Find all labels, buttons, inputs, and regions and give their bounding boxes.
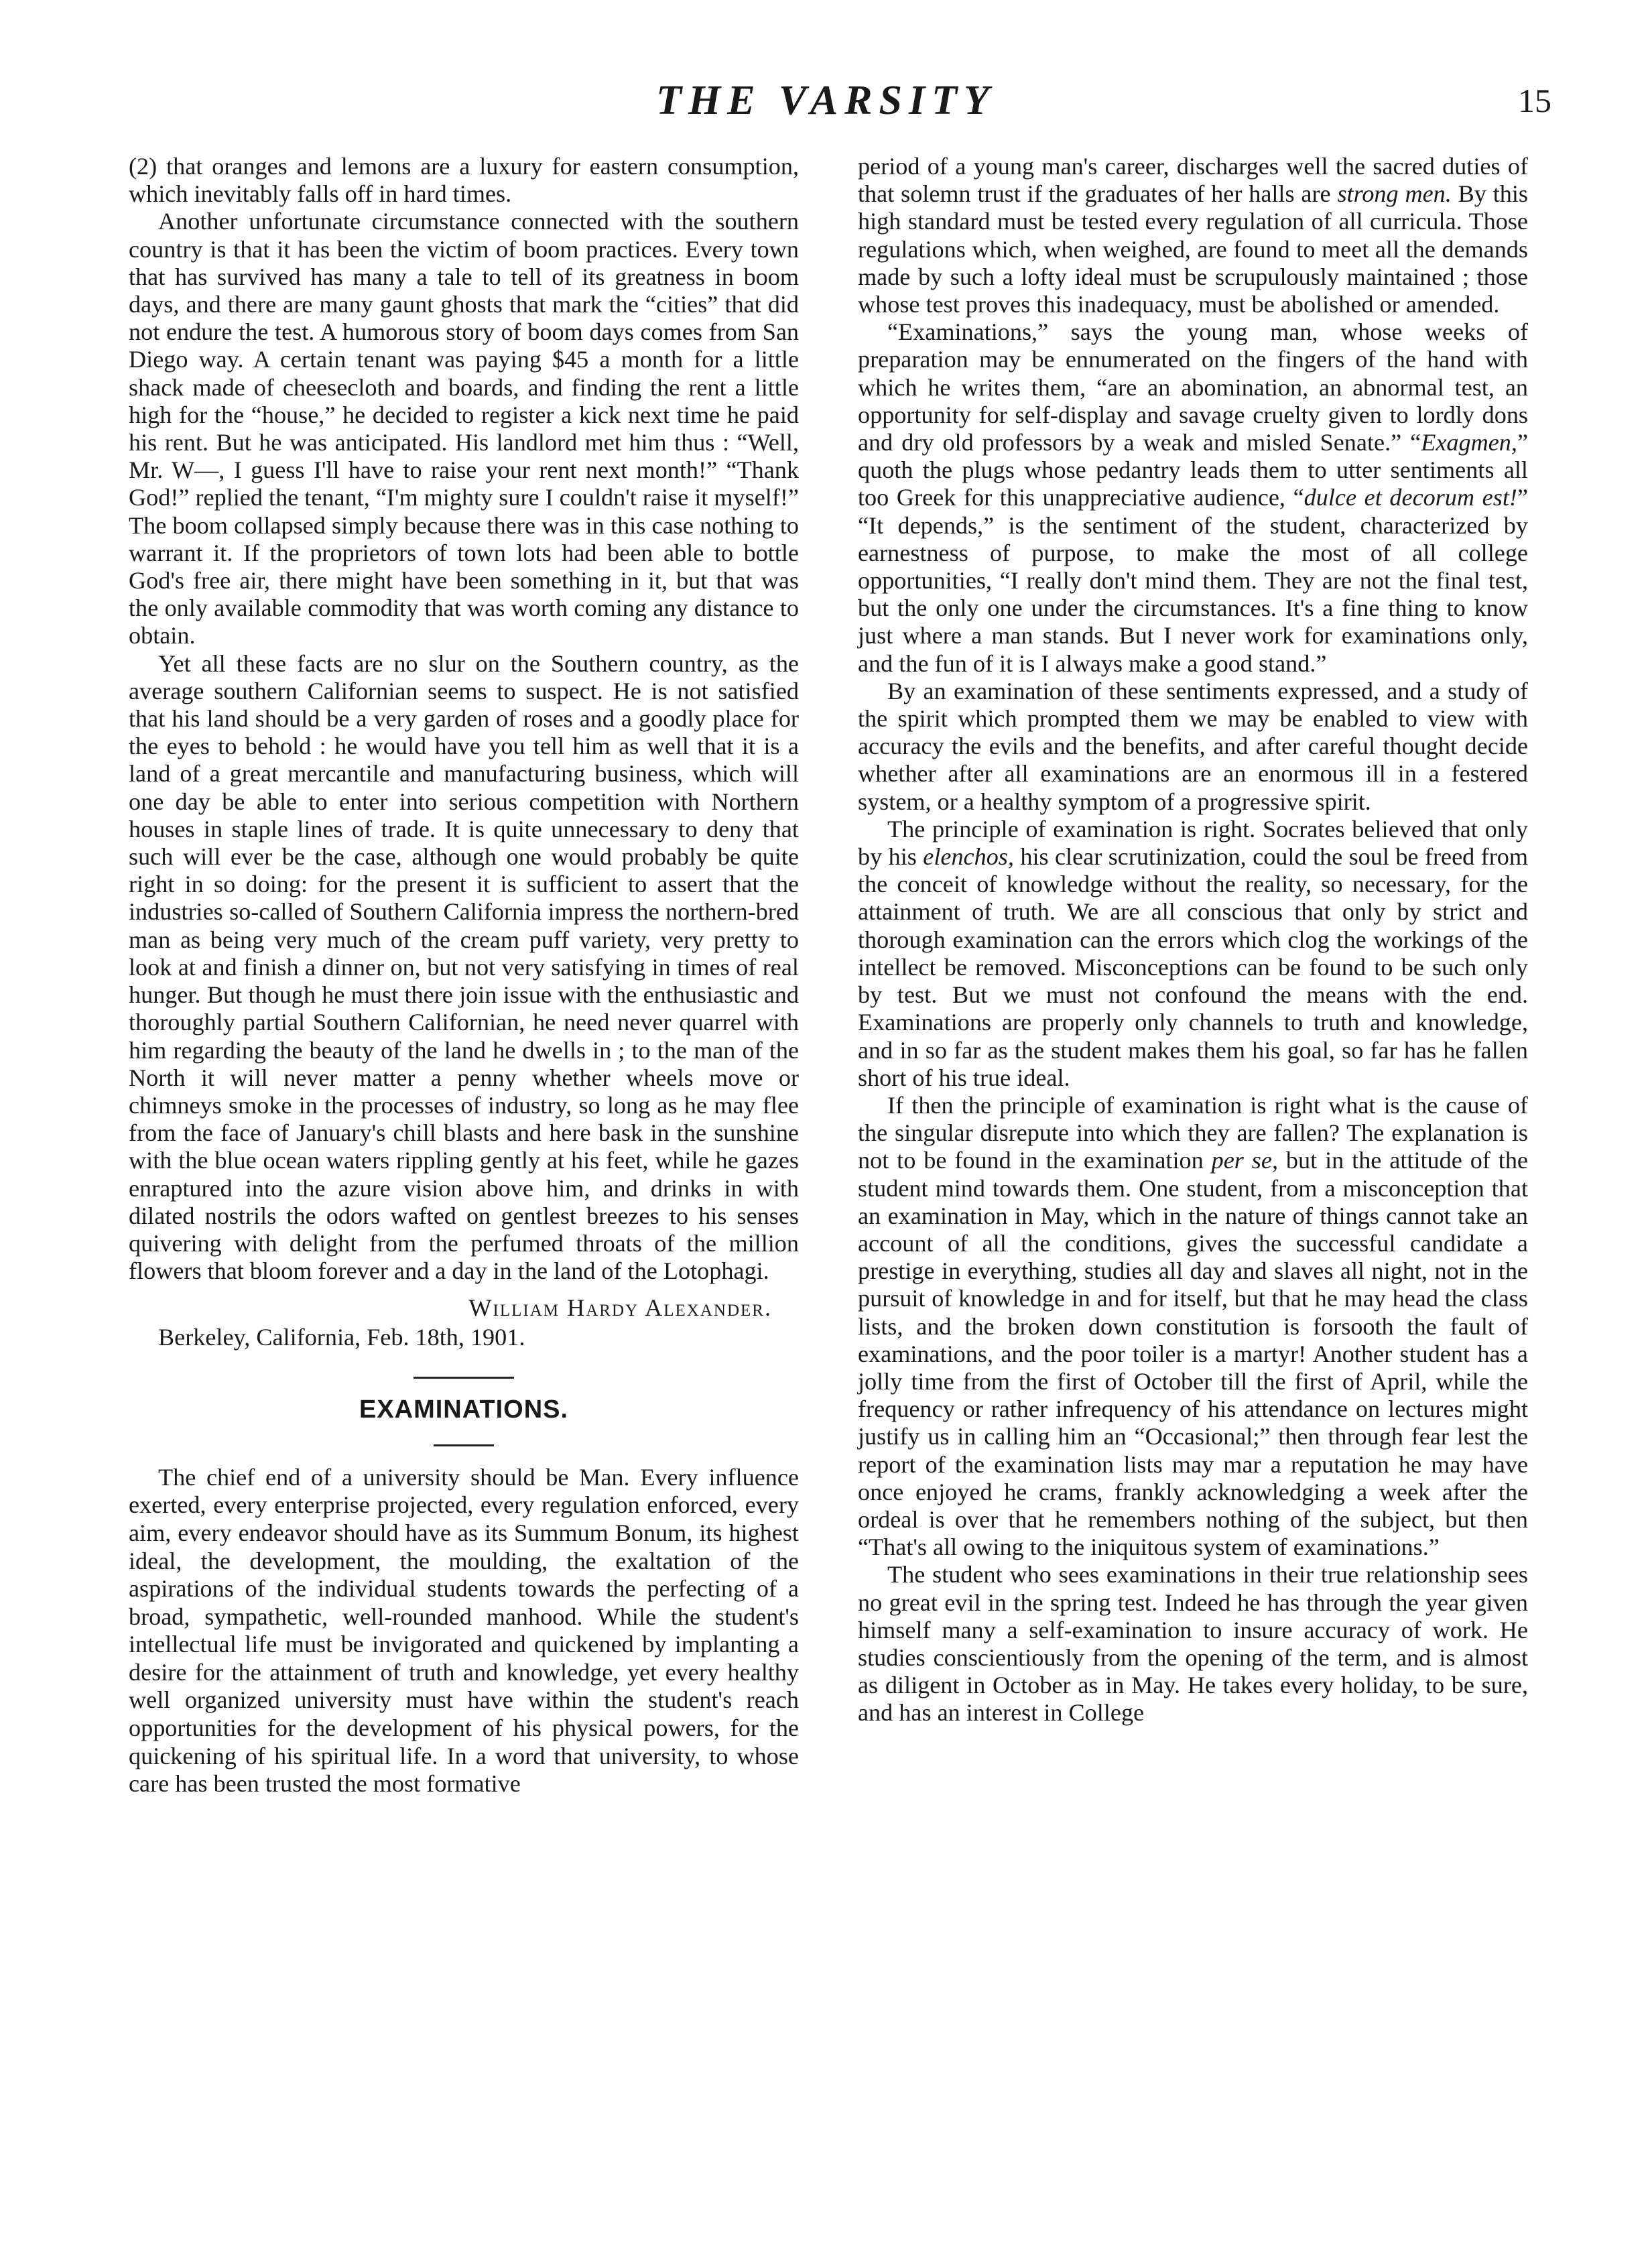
paragraph-student-opinions bbox=[858, 318, 1528, 678]
text-run: ” “It depends,” is the sentiment of the student, characterized by earnestness of purpose, to make the most of all college opportunities, “I really don't mind them. They are not the final test, but the only one under the circumstances. It's a fine thing to know just where a man stands. But I never work for examinations only, and the fun of it is I always make a good stand.” bbox=[858, 484, 1528, 677]
heading-underline bbox=[434, 1444, 494, 1446]
right-column bbox=[858, 153, 1528, 1727]
text-run: The principle of examination is right. Socrates believed that only by his bbox=[858, 815, 1528, 871]
paragraph-orange-luxury: (2) that oranges and lemons are a luxury for eastern consumption, which inevitably falls off in hard times. bbox=[129, 153, 799, 208]
left-column bbox=[129, 153, 799, 1798]
examinations-article-start bbox=[129, 1464, 799, 1798]
section-heading: EXAMINATIONS. bbox=[359, 1395, 569, 1424]
text-run: period of a young man's career, discharges well the sacred duties of that solemn trust if the graduates of her halls are bbox=[858, 153, 1528, 208]
emphasis-text: elenchos, bbox=[923, 843, 1014, 871]
paragraph-formative-period bbox=[858, 153, 1528, 318]
paragraph-true-relationship: The student who sees examinations in their true relationship sees no great evil in the spring test. Indeed he has through the year given himself many a self-examination to insure accuracy of work. He studies conscientiously from the opening of the term, and is almost as diligent in October as in May. He takes every holiday, to be sure, and has an interest in College bbox=[858, 1561, 1528, 1727]
dateline: Berkeley, California, Feb. 18th, 1901. bbox=[158, 1323, 525, 1351]
emphasis-text: strong men. bbox=[1337, 180, 1452, 208]
paragraph-principle bbox=[858, 816, 1528, 1092]
author-signature: William Hardy Alexander. bbox=[468, 1294, 772, 1322]
paragraph-sentiments: By an examination of these sentiments expressed, and a study of the spirit which prompted them we may be enabled to view with accuracy the evils and the benefits, and after careful thought decide whether after all examinations are an enormous ill in a festered system, or a healthy symptom of a progressive spirit. bbox=[858, 677, 1528, 815]
paragraph-boom-practices: Another unfortunate circumstance connected with the southern country is that it has been the victim of boom practices. Every town that has survived has many a tale to tell of its greatness in boom days, and there are many gaunt ghosts that mark the “cities” that did not endure the test. A humorous story of boom days comes from San Diego way. A certain tenant was paying $45 a month for a little shack made of cheesecloth and boards, and finding the rent a little high for the “house,” he decided to register a kick next time he paid his rent. But he was anticipated. His landlord met him thus : “Well, Mr. W—, I guess I'll have to raise your rent next month!” “Thank God!” replied the tenant, “I'm mighty sure I couldn't raise it myself!” The boom collapsed simply because there was in this case nothing to warrant it. If the proprietors of town lots had been able to bottle God's free air, there might have been something in it, but that was the only available commodity that was worth coming any distance to obtain. bbox=[129, 208, 799, 649]
emphasis-text: per se, bbox=[1211, 1147, 1278, 1174]
text-run: ” quoth the plugs whose pedantry leads them to utter sentiments all too Greek for this unappreciative audience, “ bbox=[858, 429, 1528, 511]
page-header bbox=[0, 74, 1652, 127]
paragraph-chief-end: The chief end of a university should be Man. Every influence exerted, every enterprise projected, every regulation enforced, every aim, every endeavor should have as its Summum Bonum, its highest ideal, the development, the moulding, the exaltation of the aspirations of the individual students towards the perfecting of a broad, sympathetic, well-rounded manhood. While the student's intellectual life must be invigorated and quickened by implanting a desire for the attainment of truth and knowledge, yet every healthy well organized university must have within the student's reach opportunities for the development of his physical powers, for the quickening of his spiritual life. In a word that university, to whose care has been trusted the most formative bbox=[129, 1463, 799, 1798]
page-number: 15 bbox=[1518, 82, 1551, 119]
journal-title: THE VARSITY bbox=[656, 78, 996, 123]
text-run: “Examinations,” says the young man, whose weeks of preparation may be ennumerated on the fingers of the hand with which he writes them, “are an abomination, an abnormal test, an opportunity for self-display and savage cruelty given to lordly dons and dry old professors by a weak and misled Senate.” “ bbox=[858, 318, 1528, 456]
paragraph-disrepute bbox=[858, 1092, 1528, 1561]
section-divider bbox=[414, 1377, 514, 1379]
text-run: but in the attitude of the student mind towards them. One student, from a misconception that an examination in May, which in the nature of things cannot take an account of all the conditions, gives the successful candidate a prestige in everything, studies all day and slaves all night, not in the pursuit of knowledge in and for itself, but that he may head the class lists, and the broken down constitution is forsooth the fault of examinations, and the poor toiler is a martyr! Another student has a jolly time from the first of October till the first of April, while the frequency or rather infrequency of his attendance on lectures might justify us in calling him an “Occasional;” then through fear lest the report of the examination lists may mar a reputation he may have once enjoyed he crams, frankly acknowledging a week after the ordeal is over that he remembers nothing of the subject, but then “That's all owing to the iniquitous system of examinations.” bbox=[858, 1147, 1528, 1561]
paragraph-southern-country: Yet all these facts are no slur on the Southern country, as the average southern Californian seems to suspect. He is not satisfied that his land should be a very garden of roses and a goodly place for the eyes to behold : he would have you tell him as well that it is a land of a great mercantile and manufacturing business, which will one day be able to enter into serious competition with Northern houses in staple lines of trade. It is quite unnecessary to deny that such will ever be the case, although one would probably be quite right in so doing: for the present it is sufficient to assert that the industries so-called of Southern California impress the northern-bred man as being very much of the cream puff variety, very pretty to look at and finish a dinner on, but not very satisfying in times of real hunger. But though he must there join issue with the enthusiastic and thoroughly partial Southern Californian, he need never quarrel with him regarding the beauty of the land he dwells in ; to the man of the North it will never matter a penny whether wheels move or chimneys smoke in the processes of industry, so long as he may flee from the face of January's chill blasts and here bask in the sunshine with the blue ocean waters rippling gently at his feet, while he gazes enraptured into the azure vision above him, and drinks in with dilated nostrils the odors wafted on gentlest breezes to his senses quivering with delight from the perfumed throats of the million flowers that bloom forever and a day in the land of the Lotophagi. bbox=[129, 649, 799, 1285]
text-run: By this high standard must be tested every regulation of all curricula. Those regulations which, when weighed, are found to meet all the demands made by such a lofty ideal must be scrupulously maintained ; those whose test proves this inadequacy, must be abolished or amended. bbox=[858, 180, 1528, 318]
emphasis-text: dulce et decorum est! bbox=[1304, 484, 1517, 511]
emphasis-text: Exagmen, bbox=[1421, 429, 1517, 456]
text-run: his clear scrutinization, could the soul be freed from the conceit of knowledge without the reality, so necessary, for the attainment of truth. We are all conscious that only by strict and thorough examination can the errors which clog the workings of the intellect be removed. Misconceptions can be found to be such only by test. But we must not confound the means with the end. Examinations are properly only channels to truth and knowledge, and in so far as the student makes them his goal, so far has he fallen short of his true ideal. bbox=[858, 843, 1528, 1091]
text-run: If then the principle of examination is right what is the cause of the singular disrepute into which they are fallen? The explanation is not to be found in the examination bbox=[858, 1091, 1528, 1174]
